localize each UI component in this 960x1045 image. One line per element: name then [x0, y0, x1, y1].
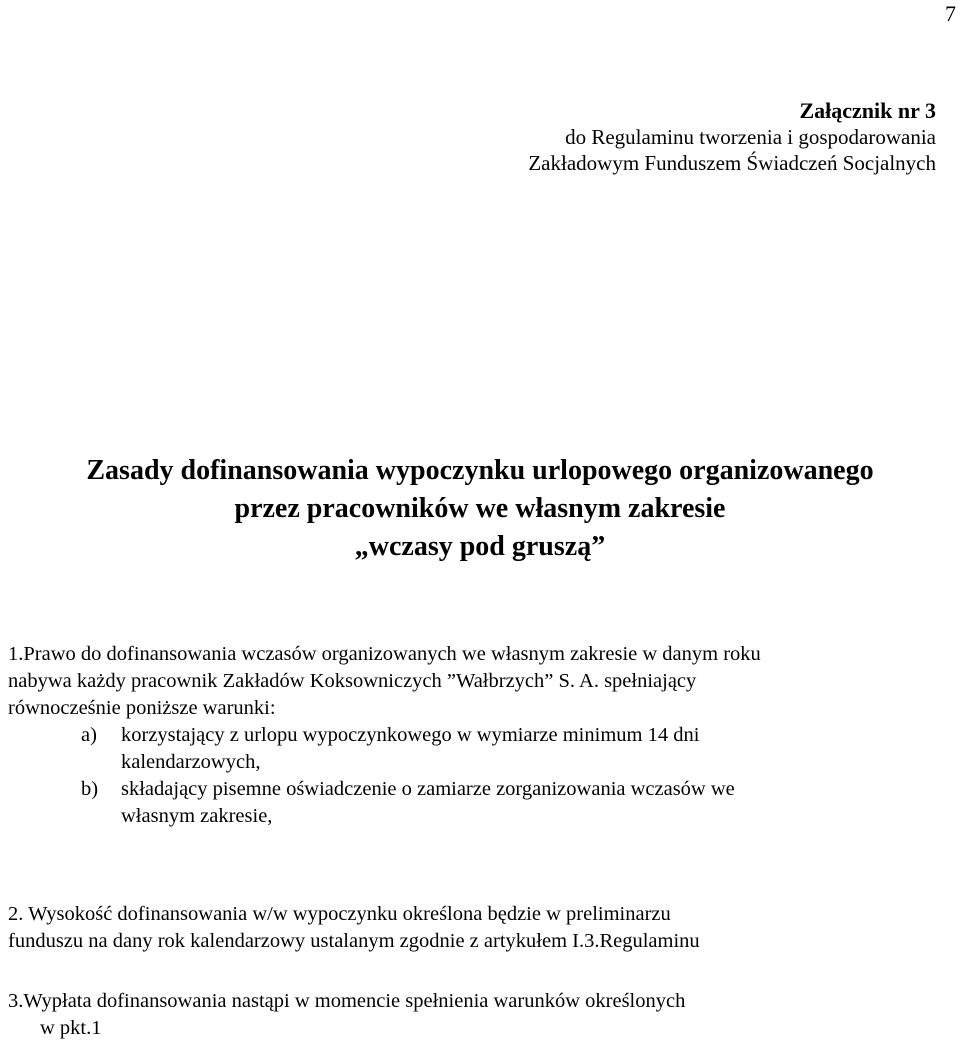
section-1-line-3: równocześnie poniższe warunki: [8, 697, 276, 719]
section-2-line-2: funduszu na dany rok kalendarzowy ustalanym zgodnie z artykułem I.3.Regulaminu [8, 930, 700, 952]
title-line-1: Zasady dofinansowania wypoczynku urlopowego organizowanego [86, 455, 874, 486]
list-item-b-text [121, 776, 953, 830]
list-item-a-line-1: korzystający z urlopu wypoczynkowego w wymiarze minimum 14 dni [121, 724, 700, 746]
list-item-a-line-2: kalendarzowych, [121, 751, 261, 773]
annex-header [528, 98, 936, 176]
annex-subtitle-line-2: Zakładowym Funduszem Świadczeń Socjalnych [528, 151, 936, 175]
section-3 [8, 988, 953, 1042]
section-3-line-1: 3.Wypłata dofinansowania nastąpi w momencie spełnienia warunków określonych [8, 990, 686, 1012]
annex-title: Załącznik nr 3 [799, 98, 936, 123]
annex-subtitle-line-1: do Regulaminu tworzenia i gospodarowania [565, 125, 936, 149]
section-1-line-1: 1.Prawo do dofinansowania wczasów organizowanych we własnym zakresie w danym roku [8, 643, 761, 665]
list-marker-a: a) [81, 724, 97, 746]
document-title [0, 452, 960, 566]
section-3-line-2: w pkt.1 [40, 1017, 102, 1039]
list-item-b-line-2: własnym zakresie, [121, 805, 273, 827]
list-item-a-text [121, 722, 953, 776]
list-item-a [81, 722, 953, 776]
section-1-line-2: nabywa każdy pracownik Zakładów Koksowniczych ”Wałbrzych” S. A. spełniający [8, 670, 697, 692]
section-1 [8, 641, 953, 830]
list-marker-b: b) [81, 778, 99, 800]
page-number: 7 [945, 1, 956, 26]
title-line-3: „wczasy pod gruszą” [354, 531, 606, 562]
title-line-2: przez pracowników we własnym zakresie [234, 493, 726, 524]
list-item-b [81, 776, 953, 830]
list-item-b-line-1: składający pisemne oświadczenie o zamiarze zorganizowania wczasów we [121, 778, 735, 800]
section-2 [8, 901, 953, 955]
section-2-line-1: 2. Wysokość dofinansowania w/w wypoczynku określona będzie w preliminarzu [8, 903, 671, 925]
